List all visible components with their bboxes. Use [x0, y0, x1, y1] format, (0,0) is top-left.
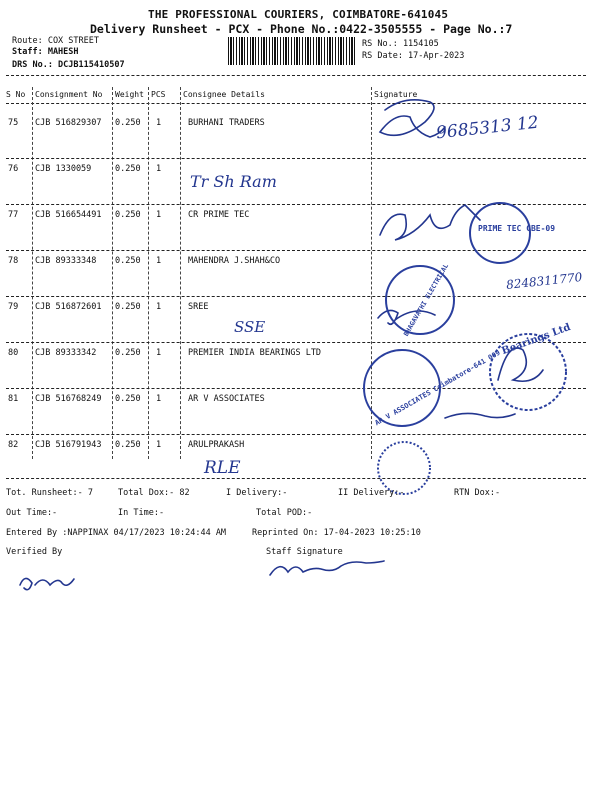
row-sno: 79	[8, 302, 19, 312]
stamp-text-prime-tec: PRIME TEC CBE-09	[478, 224, 556, 233]
row-weight: 0.250	[115, 394, 141, 404]
stamp-text-arv: AR V ASSOCIATES Coimbatore-641 009	[373, 348, 502, 428]
drs-label: DRS No.: DCJB115410507	[12, 60, 125, 70]
row-weight: 0.250	[115, 210, 141, 220]
row-consignment: CJB 516768249	[35, 394, 102, 404]
reprinted-on: Reprinted On: 17-04-2023 10:25:10	[252, 528, 421, 538]
row-consignee: BURHANI TRADERS	[188, 118, 265, 128]
row-sno: 78	[8, 256, 19, 266]
row-consignment: CJB 516829307	[35, 118, 102, 128]
ii-delivery: II Delivery:-	[338, 488, 405, 498]
route-label: Route: COX STREET	[12, 36, 99, 46]
total-dox: Total Dox:- 82	[118, 488, 190, 498]
row-consignee: ARULPRAKASH	[188, 440, 245, 450]
entered-by: Entered By :NAPPINAX 04/17/2023 10:24:44 AM	[6, 528, 227, 538]
signature-row-81	[445, 413, 515, 418]
stamp-round-82	[378, 442, 430, 494]
verified-by: Verified By	[6, 547, 63, 557]
row-consignee: SREE	[188, 302, 209, 312]
row-sno: 80	[8, 348, 19, 358]
rtn-dox: RTN Dox:-	[454, 488, 501, 498]
col-weight: Weight	[115, 90, 144, 99]
handwritten-row-75: 9685313 12	[435, 112, 540, 144]
col-sno: S No	[6, 90, 26, 99]
col-consignee: Consignee Details	[183, 90, 265, 99]
runsheet-title: Delivery Runsheet - PCX - Phone No.:0422-3505555 - Page No.:7	[90, 22, 513, 36]
signature-row-79	[378, 310, 435, 324]
handwritten-row-82: RLE	[204, 458, 241, 478]
handwritten-row-76: Tr Sh Ram	[190, 172, 277, 191]
row-weight: 0.250	[115, 164, 141, 174]
row-weight: 0.250	[115, 348, 141, 358]
row-consignee: AR V ASSOCIATES	[188, 394, 265, 404]
row-consignee: MAHENDRA J.SHAH&CO	[188, 256, 281, 266]
row-consignment: CJB 1330059	[35, 164, 92, 174]
col-pcs: PCS	[151, 90, 166, 99]
staff-label: Staff: MAHESH	[12, 47, 79, 57]
col-consignment: Consignment No	[35, 90, 103, 99]
stamp-text-bearings: Bearings Ltd	[500, 321, 573, 358]
rs-date: RS Date: 17-Apr-2023	[362, 51, 465, 61]
row-pcs: 1	[156, 118, 162, 128]
row-pcs: 1	[156, 394, 162, 404]
row-pcs: 1	[156, 348, 162, 358]
stamp-text-bhagavathi: BHAGAVATHI ELECTRICAL	[402, 262, 451, 338]
tot-runsheet: Tot. Runsheet:- 7	[6, 488, 93, 498]
row-pcs: 1	[156, 440, 162, 450]
row-weight: 0.250	[115, 302, 141, 312]
row-consignee: PREMIER INDIA BEARINGS LTD	[188, 348, 322, 358]
row-sno: 81	[8, 394, 19, 404]
row-sno: 77	[8, 210, 19, 220]
row-consignment: CJB 516791943	[35, 440, 102, 450]
signature-row-77	[380, 205, 480, 240]
row-sno: 75	[8, 118, 19, 128]
row-pcs: 1	[156, 302, 162, 312]
row-consignment: CJB 89333342	[35, 348, 97, 358]
row-sno: 76	[8, 164, 19, 174]
col-signature: Signature	[374, 90, 418, 99]
out-time: Out Time:-	[6, 508, 58, 518]
rs-no: RS No.: 1154105	[362, 39, 439, 49]
company-name: THE PROFESSIONAL COURIERS, COIMBATORE-641045	[148, 8, 449, 21]
staff-signature: Staff Signature	[266, 547, 343, 557]
row-sno: 82	[8, 440, 19, 450]
total-pod: Total POD:-	[256, 508, 313, 518]
row-weight: 0.250	[115, 440, 141, 450]
row-consignment: CJB 516872601	[35, 302, 102, 312]
row-consignee: CR PRIME TEC	[188, 210, 250, 220]
row-consignment: CJB 516654491	[35, 210, 102, 220]
stamp-prime-tec	[470, 203, 530, 263]
in-time: In Time:-	[118, 508, 165, 518]
signature-verified	[20, 578, 74, 589]
row-pcs: 1	[156, 256, 162, 266]
row-consignment: CJB 89333348	[35, 256, 97, 266]
handwritten-row-79: SSE	[234, 318, 266, 336]
handwritten-row-78: 8248311770	[505, 270, 583, 292]
i-delivery: I Delivery:-	[226, 488, 288, 498]
row-pcs: 1	[156, 210, 162, 220]
row-pcs: 1	[156, 164, 162, 174]
row-weight: 0.250	[115, 118, 141, 128]
signature-staff	[270, 561, 384, 575]
row-weight: 0.250	[115, 256, 141, 266]
